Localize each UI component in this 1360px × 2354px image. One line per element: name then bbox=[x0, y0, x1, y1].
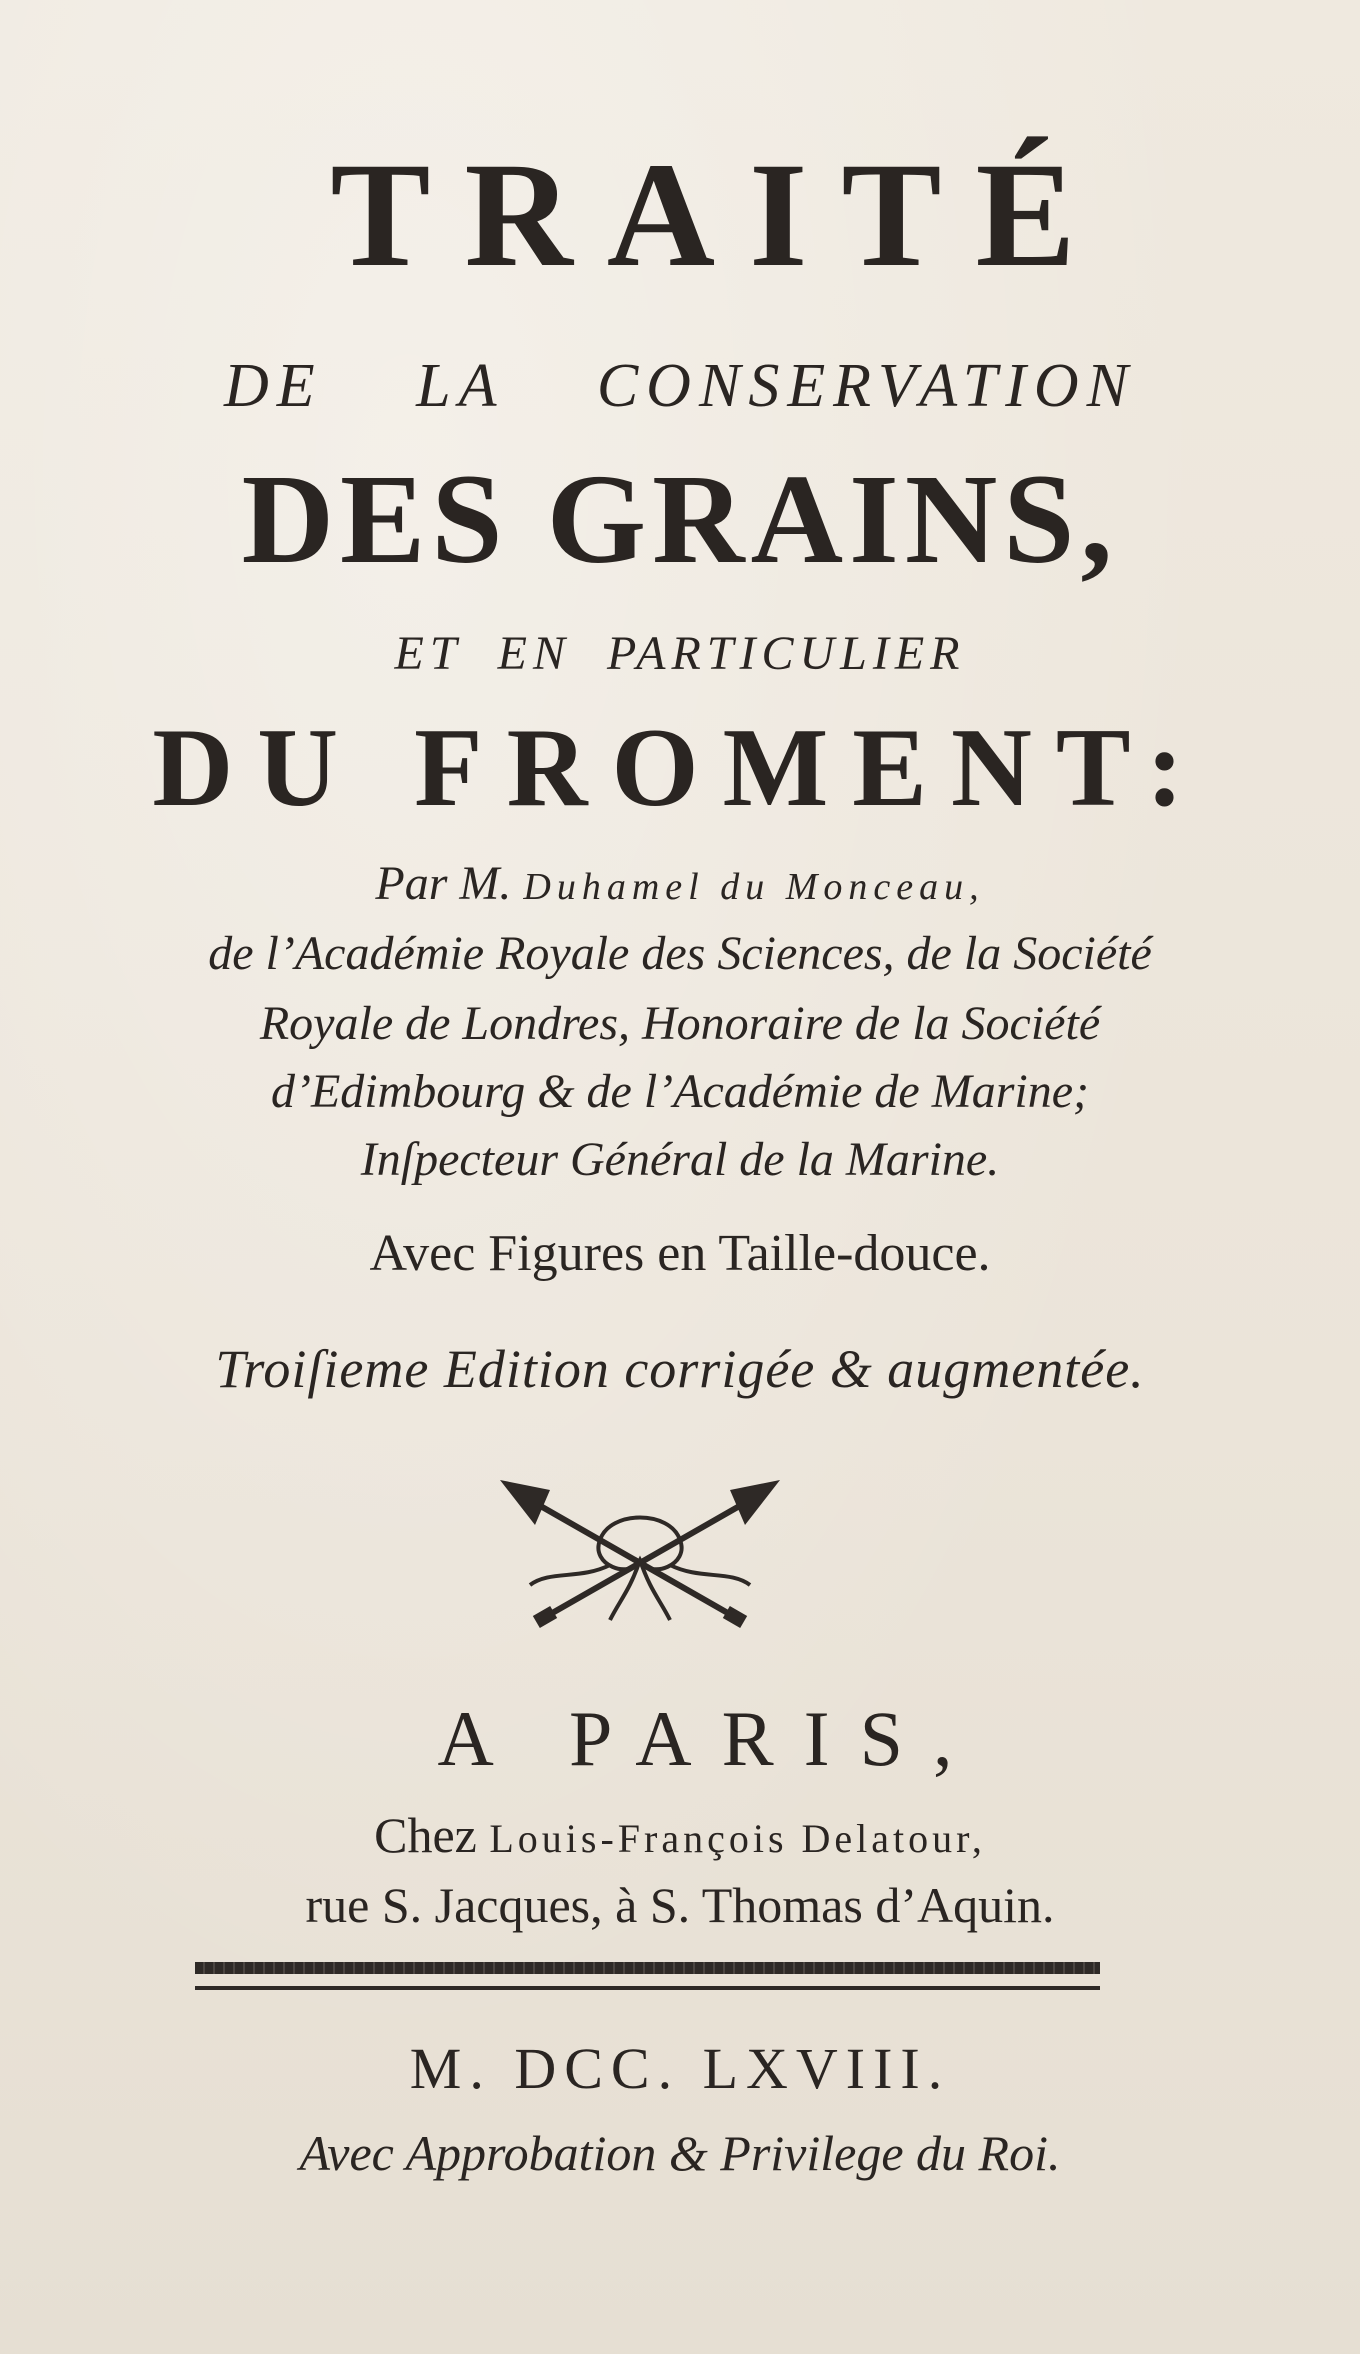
imprint-address: rue S. Jacques, à S. Thomas d’Aquin. bbox=[305, 1877, 1055, 1933]
imprint-city: A PARIS, bbox=[437, 1695, 983, 1782]
crossed-trumpets-ornament-icon bbox=[490, 1470, 790, 1650]
author-line-5: Inſpecteur Général de la Marine. bbox=[360, 1133, 1000, 1186]
subtitle-line-4: DU FROMENT: bbox=[152, 706, 1208, 830]
author-line-4: d’Edimbourg & de l’Académie de Marine; bbox=[271, 1065, 1089, 1118]
author-prefix: Par M. bbox=[375, 857, 512, 910]
decorative-rule-thin bbox=[195, 1986, 1100, 1990]
author-name: Duhamel du Monceau, bbox=[523, 866, 985, 908]
author-line-1 bbox=[0, 857, 1360, 910]
approbation-note: Avec Approbation & Privilege du Roi. bbox=[299, 2125, 1061, 2181]
imprint-publisher bbox=[0, 1807, 1360, 1863]
figures-note: Avec Figures en Taille-douce. bbox=[369, 1225, 991, 1282]
author-line-2: de l’Académie Royale des Sciences, de la Société bbox=[208, 927, 1152, 980]
publisher-prefix: Chez bbox=[374, 1807, 477, 1863]
subtitle-line-2: DES GRAINS, bbox=[241, 448, 1119, 590]
decorative-rule-thick bbox=[195, 1962, 1100, 1974]
subtitle-line-3: ET EN PARTICULIER bbox=[394, 627, 966, 680]
edition-note: Troiſieme Edition corrigée & augmentée. bbox=[215, 1339, 1145, 1399]
publisher-name: Louis-François Delatour, bbox=[489, 1816, 986, 1861]
book-title: TRAITÉ bbox=[330, 132, 1110, 298]
publication-date: M. DCC. LXVIII. bbox=[409, 2036, 951, 2101]
author-line-3: Royale de Londres, Honoraire de la Société bbox=[259, 997, 1101, 1050]
subtitle-line-1: DE LA CONSERVATION bbox=[223, 352, 1137, 420]
